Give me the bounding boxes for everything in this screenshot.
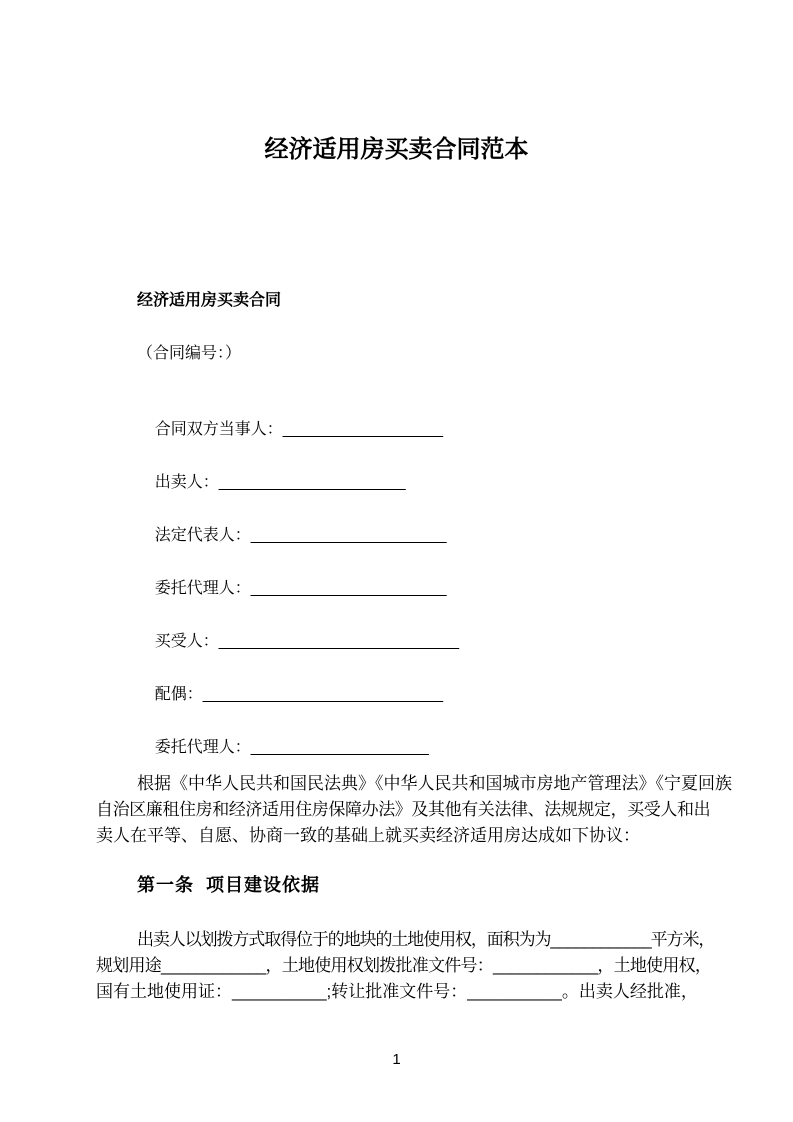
article-1-heading: 第一条 项目建设依据: [137, 875, 321, 895]
field-label: 委托代理人：: [154, 580, 251, 597]
page-number: 1: [392, 1051, 401, 1068]
paragraph-line: 出卖人以划拨方式取得位于的地块的土地使用权，面积为为____________平方米，: [137, 930, 715, 949]
blank-line: ___________________________: [202, 686, 444, 703]
article-1-paragraph: [96, 927, 746, 1005]
contract-number-line: （合同编号：）: [137, 345, 242, 362]
field-label: 买受人：: [154, 633, 219, 650]
paragraph-line: 根据《中华人民共和国民法典》《中华人民共和国城市房地产管理法》《宁夏回族: [137, 774, 732, 793]
preamble-paragraph: [96, 771, 746, 849]
field-label: 出卖人：: [154, 474, 219, 491]
paragraph-line: 规划用途____________，土地使用权划拨批准文件号：____________，土地使用权，: [96, 956, 712, 975]
paragraph-line: 自治区廉租住房和经济适用住房保障办法》及其他有关法律、法规规定，买受人和出: [96, 800, 711, 819]
blank-line: __________________: [282, 421, 443, 438]
paragraph-line: 国有土地使用证：__________;转让批准文件号：__________。出卖人经批准，: [96, 982, 698, 1001]
blank-line: ___________________________: [218, 633, 460, 650]
field-label: 委托代理人：: [154, 739, 251, 756]
blank-line: ______________________: [250, 580, 447, 597]
blank-line: _____________________: [218, 474, 406, 491]
field-label: 法定代表人：: [154, 527, 251, 544]
paragraph-line: 卖人在平等、自愿、协商一致的基础上就买卖经济适用房达成如下协议：: [96, 826, 640, 845]
blank-line: ____________________: [250, 739, 429, 756]
blank-line: ______________________: [250, 527, 447, 544]
contract-subtitle: 经济适用房买卖合同: [137, 292, 282, 309]
field-label: 合同双方当事人：: [154, 421, 283, 438]
field-label: 配偶：: [154, 686, 203, 703]
document-title: 经济适用房买卖合同范本: [264, 136, 529, 163]
